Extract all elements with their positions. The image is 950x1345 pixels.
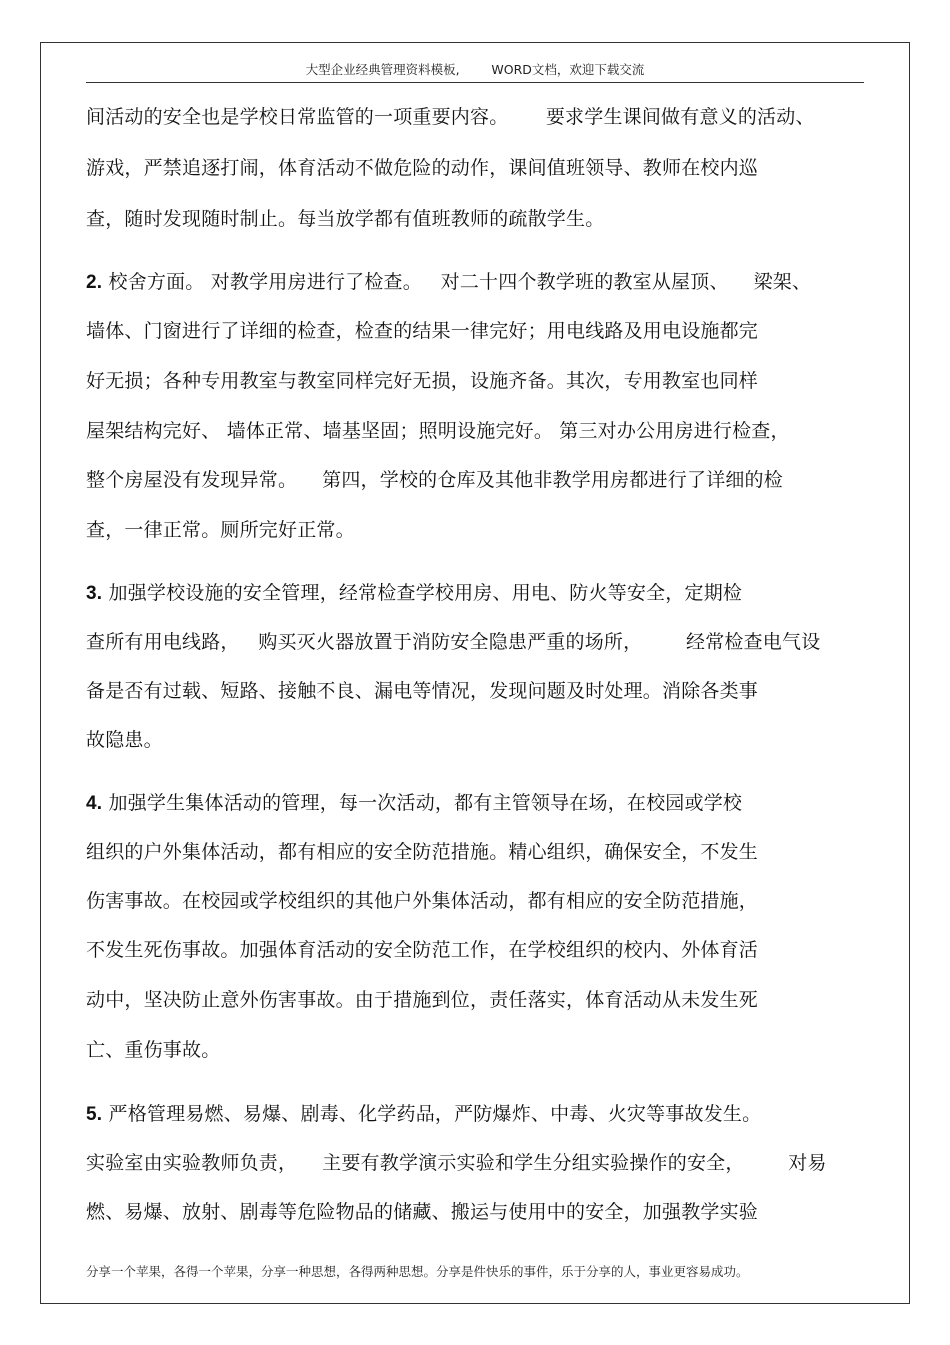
- paragraph-first-line: [86, 790, 742, 817]
- paragraph-line: 整个房屋没有发现异常。 第四，学校的仓库及其他非教学用房都进行了详细的检: [86, 469, 783, 491]
- paragraph-line: 墙体、门窗进行了详细的检查，检查的结果一律完好；用电线路及用电设施都完: [86, 320, 759, 342]
- paragraph-line: 伤害事故。在校园或学校组织的其他户外集体活动，都有相应的安全防范措施，: [86, 890, 759, 912]
- paragraph-line: 查，一律正常。厕所完好正常。: [86, 519, 355, 541]
- paragraph-first-line: [86, 269, 811, 296]
- paragraph-line: 备是否有过载、短路、接触不良、漏电等情况，发现问题及时处理。消除各类事: [86, 680, 759, 702]
- paragraph-text: 校舍方面。 对教学用房进行了检查。 对二十四个教学班的教室从屋顶、 梁架、: [102, 271, 812, 293]
- paragraph-line: 组织的户外集体活动，都有相应的安全防范措施。精心组织，确保安全，不发生: [86, 841, 759, 863]
- item-number: 3.: [86, 583, 103, 604]
- item-number: 2.: [86, 272, 103, 293]
- paragraph-first-line: [86, 1101, 761, 1128]
- page-header: 大型企业经典管理资料模板, WORD文档，欢迎下载交流: [305, 62, 645, 77]
- paragraph-line: 间活动的安全也是学校日常监管的一项重要内容。 要求学生课间做有意义的活动、: [86, 106, 815, 128]
- paragraph-line: 动中，坚决防止意外伤害事故。由于措施到位，责任落实，体育活动从未发生死: [86, 989, 759, 1011]
- item-number: 5.: [86, 1104, 103, 1125]
- paragraph-line: 查，随时发现随时制止。每当放学都有值班教师的疏散学生。: [86, 208, 605, 230]
- paragraph-line: 燃、易爆、放射、剧毒等危险物品的储藏、搬运与使用中的安全，加强教学实验: [86, 1201, 759, 1223]
- paragraph-line: 实验室由实验教师负责， 主要有教学演示实验和学生分组实验操作的安全， 对易: [86, 1152, 827, 1174]
- paragraph-text: 加强学生集体活动的管理，每一次活动，都有主管领导在场，在校园或学校: [102, 792, 743, 814]
- page-footer: 分享一个苹果，各得一个苹果，分享一种思想，各得两种思想。分享是件快乐的事件，乐于分享的人，事业更容易成功。: [86, 1264, 749, 1279]
- paragraph-line: 好无损；各种专用教室与教室同样完好无损，设施齐备。其次，专用教室也同样: [86, 370, 759, 392]
- paragraph-line: 亡、重伤事故。: [86, 1039, 221, 1061]
- paragraph-line: 查所有用电线路， 购买灭火器放置于消防安全隐患严重的场所， 经常检查电气设: [86, 631, 821, 653]
- paragraph-line: 屋架结构完好、 墙体正常、墙基坚固；照明设施完好。 第三对办公用房进行检查，: [86, 420, 790, 442]
- item-number: 4.: [86, 793, 103, 814]
- paragraph-text: 严格管理易燃、易爆、剧毒、化学药品，严防爆炸、中毒、火灾等事故发生。: [102, 1103, 762, 1125]
- paragraph-text: 加强学校设施的安全管理，经常检查学校用房、用电、防火等安全，定期检: [102, 582, 743, 604]
- paragraph-first-line: [86, 580, 742, 607]
- paragraph-line: 故隐患。: [86, 729, 163, 751]
- header-divider: [86, 82, 864, 83]
- paragraph-line: 不发生死伤事故。加强体育活动的安全防范工作，在学校组织的校内、外体育活: [86, 939, 759, 961]
- paragraph-line: 游戏，严禁追逐打闹，体育活动不做危险的动作，课间值班领导、教师在校内巡: [86, 157, 759, 179]
